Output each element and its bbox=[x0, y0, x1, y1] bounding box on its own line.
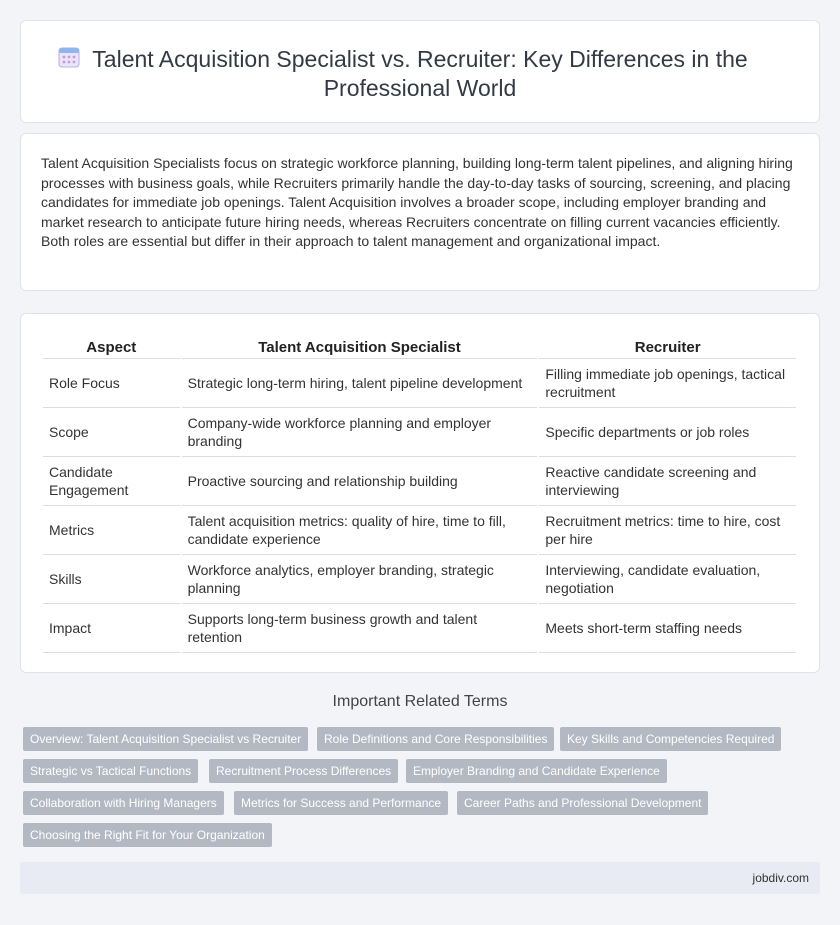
related-term-tag[interactable]: Overview: Talent Acquisition Specialist vs Recruiter bbox=[23, 727, 308, 751]
aspect-cell: Impact bbox=[43, 604, 180, 653]
aspect-cell: Candidate Engagement bbox=[43, 457, 180, 506]
recruiter-cell: Meets short-term staffing needs bbox=[539, 604, 796, 653]
comparison-table-card bbox=[20, 313, 820, 673]
header-card bbox=[20, 20, 820, 123]
table-row bbox=[43, 555, 796, 604]
footer bbox=[20, 862, 820, 894]
recruiter-cell: Interviewing, candidate evaluation, negotiation bbox=[539, 555, 796, 604]
comparison-table bbox=[41, 334, 798, 653]
recruiter-cell: Filling immediate job openings, tactical recruitment bbox=[539, 359, 796, 408]
related-term-tag[interactable]: Strategic vs Tactical Functions bbox=[23, 759, 198, 783]
header-talent-acquisition-specialist: Talent Acquisition Specialist bbox=[182, 334, 538, 359]
related-term-tag[interactable]: Collaboration with Hiring Managers bbox=[23, 791, 224, 815]
recruiter-cell: Reactive candidate screening and interviewing bbox=[539, 457, 796, 506]
specialist-cell: Strategic long-term hiring, talent pipeline development bbox=[182, 359, 538, 408]
related-term-tag[interactable]: Role Definitions and Core Responsibilities bbox=[317, 727, 554, 751]
page-title: Talent Acquisition Specialist vs. Recruiter: Key Differences in the Professional World bbox=[92, 46, 748, 101]
footer-site-link[interactable]: jobdiv.com bbox=[752, 871, 809, 885]
intro-card bbox=[20, 133, 820, 291]
related-terms-heading: Important Related Terms bbox=[332, 693, 508, 710]
related-term-tag[interactable]: Choosing the Right Fit for Your Organization bbox=[23, 823, 272, 847]
aspect-cell: Skills bbox=[43, 555, 180, 604]
specialist-cell: Workforce analytics, employer branding, strategic planning bbox=[182, 555, 538, 604]
specialist-cell: Company-wide workforce planning and employer branding bbox=[182, 408, 538, 457]
recruiter-cell: Recruitment metrics: time to hire, cost per hire bbox=[539, 506, 796, 555]
intro-paragraph: Talent Acquisition Specialists focus on strategic workforce planning, building long-term talent pipelines, and aligning hiring processes with business goals, while Recruiters primarily handle the day-to-day tasks of sourcing, screening, and placing candidates for immediate job openings. Talent Acquisition involves a broader scope, including employer branding and market research to anticipate future hiring needs, whereas Recruiters concentrate on filling current vacancies efficiently. Both roles are essential but differ in their approach to talent management and organizational impact. bbox=[41, 155, 793, 250]
related-term-tag[interactable]: Recruitment Process Differences bbox=[209, 759, 398, 783]
related-term-tag[interactable]: Employer Branding and Candidate Experience bbox=[406, 759, 667, 783]
specialist-cell: Talent acquisition metrics: quality of hire, time to fill, candidate experience bbox=[182, 506, 538, 555]
table-row bbox=[43, 359, 796, 408]
aspect-cell: Metrics bbox=[43, 506, 180, 555]
aspect-cell: Role Focus bbox=[43, 359, 180, 408]
specialist-cell: Supports long-term business growth and talent retention bbox=[182, 604, 538, 653]
related-term-tag[interactable]: Metrics for Success and Performance bbox=[234, 791, 448, 815]
specialist-cell: Proactive sourcing and relationship building bbox=[182, 457, 538, 506]
aspect-cell: Scope bbox=[43, 408, 180, 457]
table-row bbox=[43, 604, 796, 653]
related-term-tag[interactable]: Career Paths and Professional Development bbox=[457, 791, 708, 815]
header-aspect: Aspect bbox=[43, 334, 180, 359]
table-row bbox=[43, 506, 796, 555]
header-recruiter: Recruiter bbox=[539, 334, 796, 359]
recruiter-cell: Specific departments or job roles bbox=[539, 408, 796, 457]
table-row bbox=[43, 457, 796, 506]
table-header-row bbox=[43, 334, 796, 359]
table-row bbox=[43, 408, 796, 457]
related-term-tag[interactable]: Key Skills and Competencies Required bbox=[560, 727, 781, 751]
